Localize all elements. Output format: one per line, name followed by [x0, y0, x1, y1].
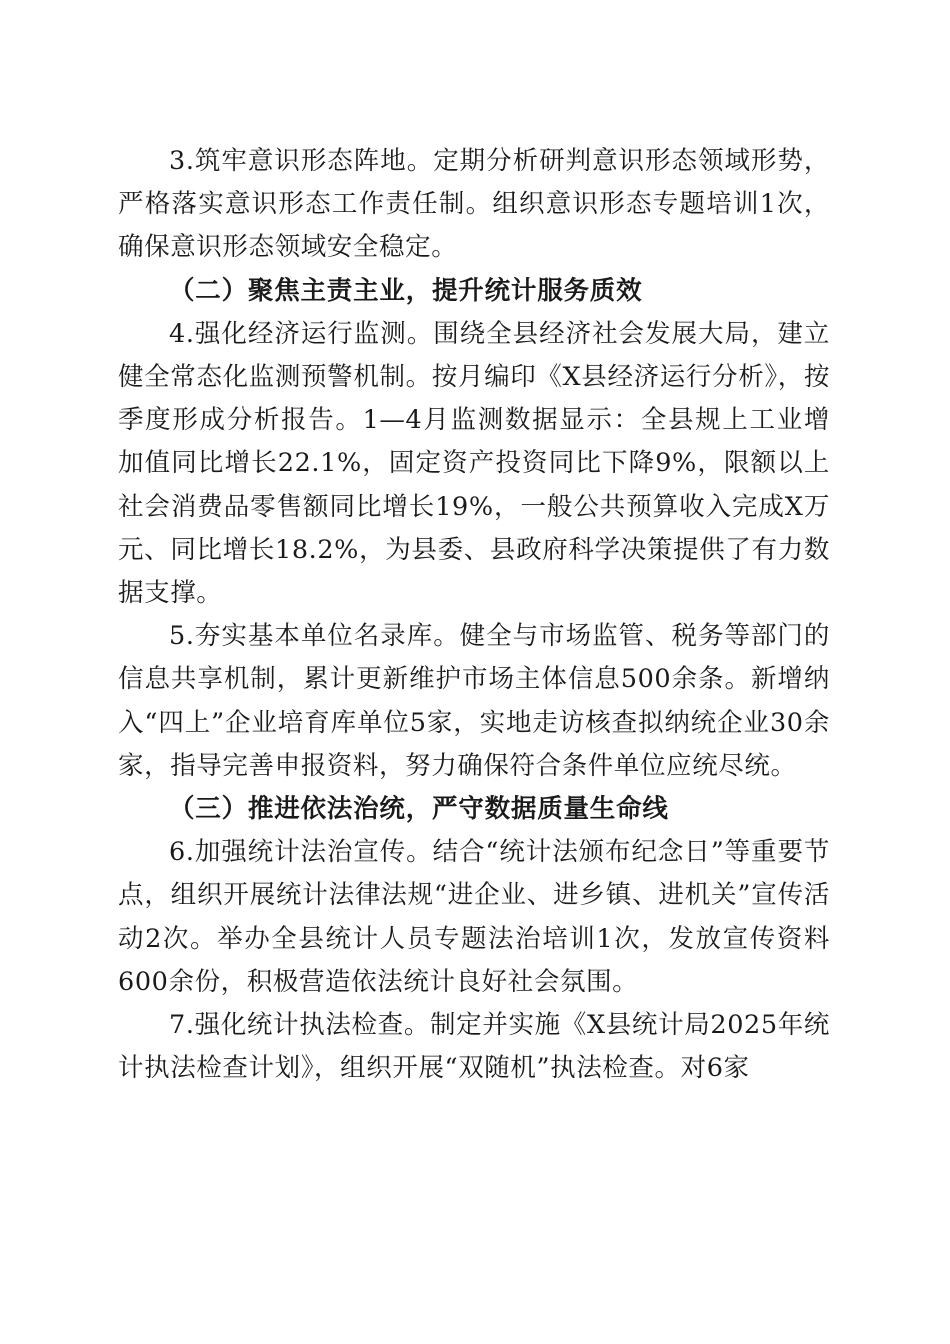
section-heading-two: （二）聚焦主责主业，提升统计服务质效 [169, 275, 643, 306]
paragraph-unit-directory: 5.夯实基本单位名录库。健全与市场监管、税务等部门的信息共享机制，累计更新维护市场主体信息500余条。新增纳入“四上”企业培育库单位5家，实地走访核查拟纳统企业30余家，指导完善申报资料，努力确保符合条件单位应统尽统。 [118, 621, 830, 781]
paragraph-law-enforcement: 7.强化统计执法检查。制定并实施《X县统计局2025年统计执法检查计划》，组织开展“双随机”执法检查。对6家 [118, 1010, 830, 1084]
paragraph-economic-monitoring: 4.强化经济运行监测。围绕全县经济社会发展大局，建立健全常态化监测预警机制。按月编印《X县经济运行分析》，按季度形成分析报告。1—4月监测数据显示：全县规上工业增加值同比增长22.1%，固定资产投资同比下降9%，限额以上社会消费品零售额同比增长19%，一般公共预算收入完成X万元、同比增长18.2%，为县委、县政府科学决策提供了有力数据支撑。 [118, 318, 830, 609]
section-heading-three: （三）推进依法治统，严守数据质量生命线 [169, 794, 669, 825]
paragraph-ideology-position: 3.筑牢意识形态阵地。定期分析研判意识形态领域形势，严格落实意识形态工作责任制。组织意识形态专题培训1次，确保意识形态领域安全稳定。 [118, 146, 830, 263]
paragraph-law-publicity: 6.加强统计法治宣传。结合“统计法颁布纪念日”等重要节点，组织开展统计法律法规“进企业、进乡镇、进机关”宣传活动2次。举办全县统计人员专题法治培训1次，发放宣传资料600余份，积极营造依法统计良好社会氛围。 [118, 837, 830, 997]
document-body [118, 140, 830, 1090]
